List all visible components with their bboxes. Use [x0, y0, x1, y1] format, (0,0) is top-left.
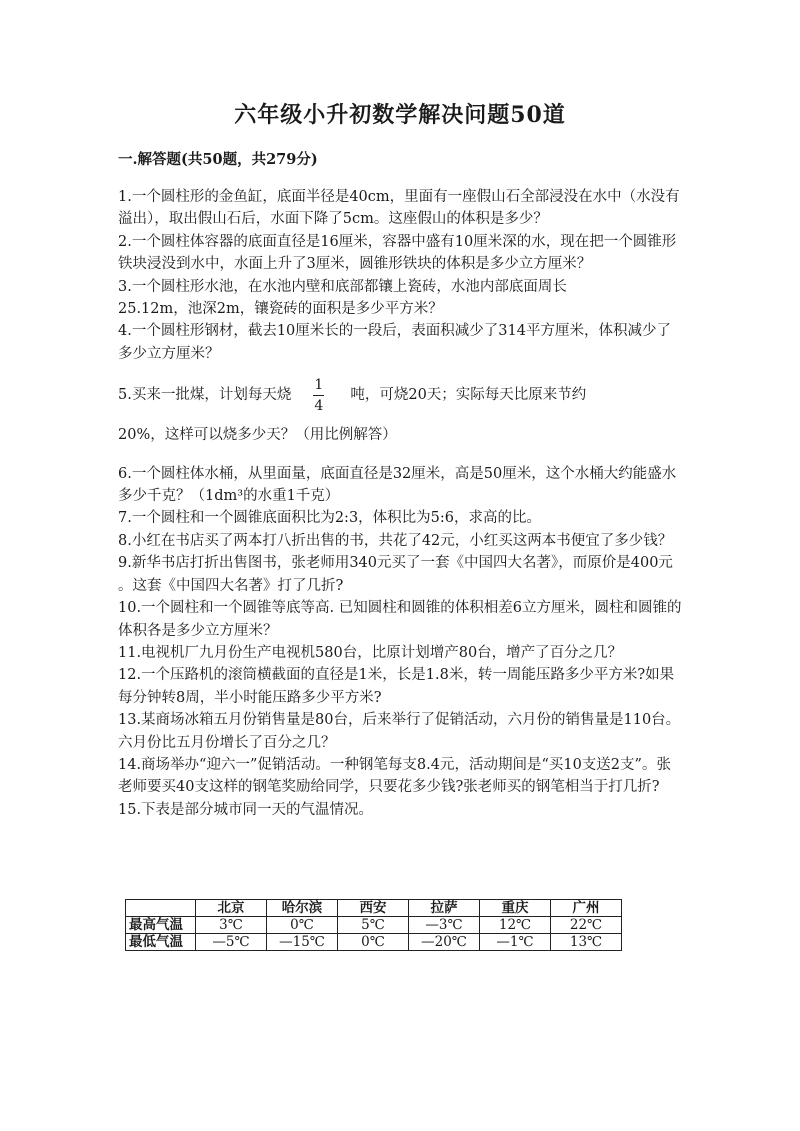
problem-14: 14.商场举办“迎六一”促销活动。一种钢笔每支8.4元，活动期间是“买10支送2支”。张老师要买40支这样的钢笔奖励给同学，只要花多少钱?张老师买的钢笔相当于打几折? [118, 756, 671, 796]
problem-5-before: 5.买来一批煤，计划每天烧 [118, 387, 292, 404]
table-row-label: 最高气温 [126, 917, 196, 934]
problem-12: 12.一个压路机的滚筒横截面的直径是1米，长是1.8米，转一周能压路多少平方米?如果每分钟转8周，半小时能压路多少平方米? [118, 667, 675, 706]
table-cell: —15℃ [267, 934, 338, 951]
table-row [126, 917, 622, 934]
table-cell: —20℃ [409, 934, 480, 951]
section-heading: 一.解答题(共50题，共279分) [118, 151, 318, 168]
problem-4: 4.一个圆柱形钢材，截去10厘米长的一段后，表面积减少了314平方厘米，体积减少了多少立方厘米？ [118, 323, 671, 362]
fraction-numerator: 1 [314, 376, 324, 393]
problem-5-line1 [118, 372, 684, 418]
table-header-cell: 重庆 [480, 900, 551, 917]
table-cell: 13℃ [551, 934, 622, 951]
table-header-row [126, 900, 622, 917]
table-cell: 3℃ [196, 917, 267, 934]
table-header-cell: 广州 [551, 900, 622, 917]
problem-list [118, 186, 684, 821]
problem-9: 9.新华书店打折出售图书，张老师用340元买了一套《中国四大名著》，而原价是400元 。这套《中国四大名著》打了几折? [118, 555, 673, 594]
problem-5-line2: 20%，这样可以烧多少天？（用比例解答） [118, 427, 397, 444]
table-row [126, 934, 622, 951]
table-cell: —1℃ [480, 934, 551, 951]
table-corner-cell [126, 900, 196, 917]
fraction [313, 377, 324, 414]
table-cell: 0℃ [267, 917, 338, 934]
table-header-cell: 哈尔滨 [267, 900, 338, 917]
page-title: 六年级小升初数学解决问题50道 [234, 102, 566, 128]
table-header-cell: 拉萨 [409, 900, 480, 917]
table-cell: —5℃ [196, 934, 267, 951]
problem-3-line2: 25.12m，池深2m，镶瓷砖的面积是多少平方米？ [118, 301, 443, 318]
problem-5-after: 吨，可烧20天；实际每天比原来节约 [350, 387, 587, 404]
fraction-denominator: 4 [314, 397, 324, 414]
problem-2: 2.一个圆柱体容器的底面直径是16厘米，容器中盛有10厘米深的水，现在把一个圆锥形铁块浸没到水中，水面上升了3厘米，圆锥形铁块的体积是多少立方厘米？ [118, 233, 677, 273]
problem-1: 1.一个圆柱形的金鱼缸，底面半径是40cm，里面有一座假山石全部浸没在水中（水没有溢出），取出假山石后，水面下降了5cm。这座假山的体积是多少？ [118, 189, 680, 228]
fraction-bar [313, 395, 324, 396]
problem-11: 11.电视机厂九月份生产电视机580台，比原计划增产80台，增产了百分之几？ [118, 644, 623, 661]
table-header-cell: 北京 [196, 900, 267, 917]
problem-5 [118, 372, 684, 446]
problem-3-line1: 3.一个圆柱形水池，在水池内壁和底部都镶上瓷砖，水池内部底面周长 [118, 278, 567, 295]
problem-15: 15.下表是部分城市同一天的气温情况。 [118, 801, 374, 818]
table-row-label: 最低气温 [126, 934, 196, 951]
problem-7: 7.一个圆柱和一个圆锥底面积比为2:3，体积比为5:6，求高的比。 [118, 510, 542, 527]
problem-13: 13.某商场冰箱五月份销售量是80台，后来举行了促销活动，六月份的销售量是110台。六月份比五月份增长了百分之几？ [118, 712, 681, 751]
table-cell: 12℃ [480, 917, 551, 934]
table-cell: 22℃ [551, 917, 622, 934]
temperature-table-wrap [125, 899, 622, 951]
table-header-cell: 西安 [338, 900, 409, 917]
table-cell: 0℃ [338, 934, 409, 951]
problem-8: 8.小红在书店买了两本打八折出售的书，共花了42元，小红买这两本书便宜了多少钱？ [118, 532, 673, 549]
table-cell: —3℃ [409, 917, 480, 934]
table-cell: 5℃ [338, 917, 409, 934]
problem-6: 6.一个圆柱体水桶，从里面量，底面直径是32厘米，高是50厘米，这个水桶大约能盛水多少千克？（1dm³的水重1千克） [118, 465, 677, 505]
problem-10: 10.一个圆柱和一个圆锥等底等高. 已知圆柱和圆锥的体积相差6立方厘米，圆柱和圆锥的体积各是多少立方厘米？ [118, 600, 682, 639]
temperature-table [125, 899, 622, 951]
